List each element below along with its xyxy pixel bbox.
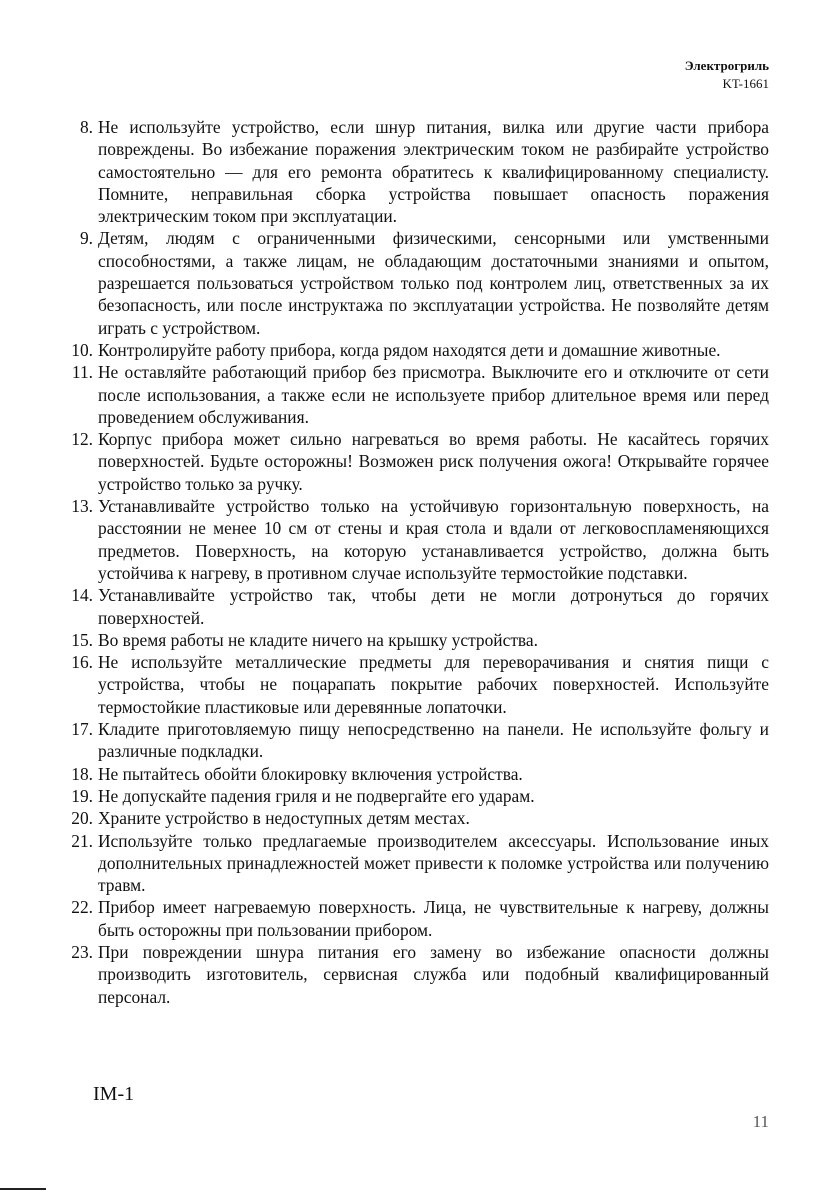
item-text: Устанавливайте устройство так, чтобы дети не могли дотронуться до горячих поверхностей. <box>98 585 769 628</box>
list-item <box>64 584 769 629</box>
item-number: 10. <box>71 339 93 360</box>
list-item <box>64 718 769 763</box>
page-number: 11 <box>752 1112 769 1131</box>
model-number: KT-1661 <box>722 76 769 91</box>
list-item <box>64 896 769 941</box>
list-item <box>64 807 769 829</box>
item-text: Не используйте устройство, если шнур питания, вилка или другие части прибора повреждены. Во избежание поражения электрическим током не разбирайте устройство самостоятельно — для его ремонта обратитесь к квалифицированному специалисту. Помните, неправильная сборка устройства повышает опасность поражения электрическим током при эксплуатации. <box>98 117 769 227</box>
item-number: 15. <box>71 629 93 650</box>
item-number: 21. <box>71 830 93 851</box>
item-text: Корпус прибора может сильно нагреваться во время работы. Не касайтесь горячих поверхностей. Будьте осторожны! Возможен риск получения ожога! Открывайте горячее устройство только за ручку. <box>98 429 769 494</box>
item-text: Храните устройство в недоступных детям местах. <box>98 808 470 829</box>
item-number: 11. <box>71 362 93 383</box>
item-text: Прибор имеет нагреваемую поверхность. Лица, не чувствительные к нагреву, должны быть осторожны при пользовании прибором. <box>98 897 769 940</box>
item-number: 14. <box>71 585 93 606</box>
list-item <box>64 495 769 584</box>
item-number: 19. <box>71 785 93 806</box>
item-number: 18. <box>71 763 93 784</box>
item-number: 16. <box>71 652 93 673</box>
list-item <box>64 941 769 1008</box>
item-number: 22. <box>71 897 93 918</box>
item-text: Не допускайте падения гриля и не подвергайте его ударам. <box>98 785 535 806</box>
list-item <box>64 116 769 227</box>
item-number: 13. <box>71 496 93 517</box>
item-number: 23. <box>71 941 93 962</box>
list-item <box>64 830 769 897</box>
safety-instructions-list <box>64 116 769 1008</box>
item-text: Не оставляйте работающий прибор без присмотра. Выключите его и отключите от сети после использования, а также если не используете прибор длительное время или перед проведением обслуживания. <box>98 362 769 427</box>
item-text: Устанавливайте устройство только на устойчивую горизонтальную поверхность, на расстоянии не менее 10 см от стены и края стола и вдали от легковоспламеняющихся предметов. Поверхность, на которую устанавливается устройство, должна быть устойчива к нагреву, в противном случае используйте термостойкие подставки. <box>98 496 769 583</box>
item-number: 8. <box>79 117 93 137</box>
item-number: 17. <box>71 719 93 740</box>
item-text: Не пытайтесь обойти блокировку включения устройства. <box>98 763 523 784</box>
product-name: Электрогриль <box>684 58 769 73</box>
list-item <box>64 428 769 495</box>
list-item <box>64 361 769 428</box>
item-text: Детям, людям с ограниченными физическими, сенсорными или умственными способностями, а также лицам, не обладающим достаточными знаниями и опытом, разрешается пользоваться устройством только под контролем лиц, ответственных за их безопасность, или после инструктажа по эксплуатации устройства. Не позволяйте детям играть с устройством. <box>98 228 769 338</box>
item-text: Во время работы не кладите ничего на крышку устройства. <box>98 629 538 650</box>
item-text: Кладите приготовляемую пищу непосредственно на панели. Не используйте фольгу и различные подкладки. <box>98 719 769 762</box>
list-item <box>64 629 769 651</box>
list-item <box>64 227 769 338</box>
item-text: При повреждении шнура питания его замену во избежание опасности должны производить изготовитель, сервисная служба или подобный квалифицированный персонал. <box>98 941 769 1007</box>
item-text: Контролируйте работу прибора, когда рядом находятся дети и домашние животные. <box>98 339 721 360</box>
list-item <box>64 651 769 718</box>
footer-rule <box>0 1188 46 1190</box>
item-number: 20. <box>71 808 93 829</box>
item-text: Не используйте металлические предметы для переворачивания и снятия пищи с устройства, чтобы не поцарапать покрытие рабочих поверхностей. Используйте термостойкие пластиковые или деревянные лопаточки. <box>98 652 769 717</box>
list-item <box>64 763 769 785</box>
item-number: 12. <box>71 429 93 450</box>
item-number: 9. <box>79 228 93 249</box>
list-item <box>64 785 769 807</box>
document-code: IM-1 <box>93 1083 135 1105</box>
list-item <box>64 339 769 361</box>
item-text: Используйте только предлагаемые производителем аксессуары. Использование иных дополнительных принадлежностей может привести к поломке устройства или получению травм. <box>98 830 769 896</box>
page-header <box>685 57 769 93</box>
